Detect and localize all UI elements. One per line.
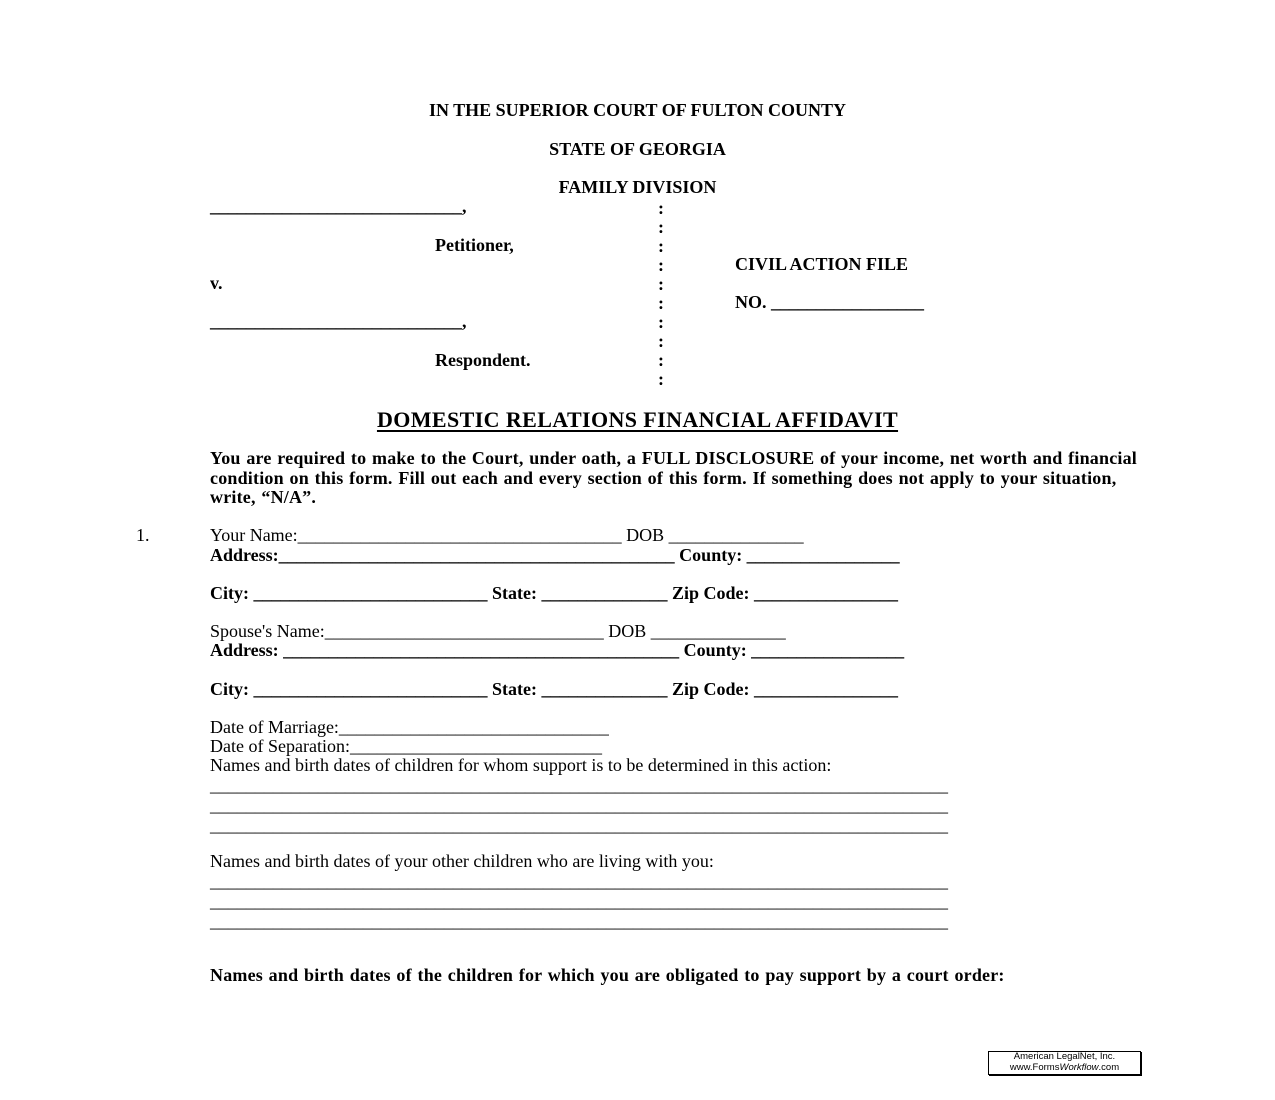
other-children-line[interactable]: __________________________________________________________________________________ <box>210 911 948 931</box>
your-name-dob-field[interactable]: Your Name:____________________________________ DOB _______________ <box>210 525 804 545</box>
division-heading: FAMILY DIVISION <box>558 177 717 197</box>
spouse-city-state-zip-field[interactable]: City: __________________________ State: ______________ Zip Code: ________________ <box>210 679 898 699</box>
other-children-line[interactable]: __________________________________________________________________________________ <box>210 891 948 911</box>
logo-line-2-b: Workflow <box>1059 1061 1099 1073</box>
caption-colon: : <box>658 312 664 332</box>
spouse-address-county-field[interactable]: Address: ____________________________________________ County: _________________ <box>210 640 905 660</box>
caption-colon: : <box>658 350 664 370</box>
caption-colon: : <box>658 293 664 313</box>
caption-colon: : <box>658 198 664 218</box>
publisher-logo <box>988 1051 1141 1075</box>
your-city-state-zip-field[interactable]: City: __________________________ State: ______________ Zip Code: ________________ <box>210 583 898 603</box>
other-children-label: Names and birth dates of your other children who are living with you: <box>210 851 714 871</box>
caption-colon: : <box>658 255 664 275</box>
other-children-line[interactable]: __________________________________________________________________________________ <box>210 871 948 891</box>
file-number-field[interactable]: NO. _________________ <box>735 292 924 312</box>
children-support-line[interactable]: __________________________________________________________________________________ <box>210 795 948 815</box>
form-title <box>0 407 1275 433</box>
court-heading: IN THE SUPERIOR COURT OF FULTON COUNTY <box>428 100 847 120</box>
spouse-name-dob-field[interactable]: Spouse's Name:_______________________________ DOB _______________ <box>210 621 786 641</box>
your-address-county-field[interactable]: Address:____________________________________________ County: _________________ <box>210 545 900 565</box>
children-support-line[interactable]: __________________________________________________________________________________ <box>210 815 948 835</box>
civil-action-file-label: CIVIL ACTION FILE <box>735 254 909 274</box>
caption-colon: : <box>658 369 664 389</box>
marriage-date-field[interactable]: Date of Marriage:______________________________ <box>210 717 609 737</box>
children-support-label: Names and birth dates of children for whom support is to be determined in this action: <box>210 755 832 775</box>
caption-colon: : <box>658 236 664 256</box>
obligated-children-label: Names and birth dates of the children for which you are obligated to pay support by a court order: <box>210 965 1005 985</box>
section-number: 1. <box>136 525 150 545</box>
respondent-name-blank[interactable]: ____________________________, <box>210 311 467 331</box>
logo-line-2-a: www.Forms <box>1009 1061 1060 1073</box>
petitioner-name-blank[interactable]: ____________________________, <box>210 196 467 216</box>
caption-colon: : <box>658 331 664 351</box>
logo-line-1: American LegalNet, Inc. <box>1013 1051 1116 1062</box>
state-heading: STATE OF GEORGIA <box>549 139 726 159</box>
form-title-text: DOMESTIC RELATIONS FINANCIAL AFFIDAVIT <box>376 407 899 432</box>
versus-label: v. <box>210 273 223 293</box>
caption-colon: : <box>658 274 664 294</box>
caption-colon: : <box>658 217 664 237</box>
respondent-label: Respondent. <box>435 350 531 370</box>
logo-line-2-c: .com <box>1098 1061 1120 1073</box>
instructions-paragraph: You are required to make to the Court, under oath, a FULL DISCLOSURE of your income, net worth and financial condition on this form. Fill out each and every section of this form. If something does not apply to your situation, write, “N/A”. <box>210 448 1137 507</box>
children-support-line[interactable]: __________________________________________________________________________________ <box>210 775 948 795</box>
logo-line-2 <box>989 1063 1140 1074</box>
separation-date-field[interactable]: Date of Separation:____________________________ <box>210 736 602 756</box>
petitioner-label: Petitioner, <box>435 235 514 255</box>
